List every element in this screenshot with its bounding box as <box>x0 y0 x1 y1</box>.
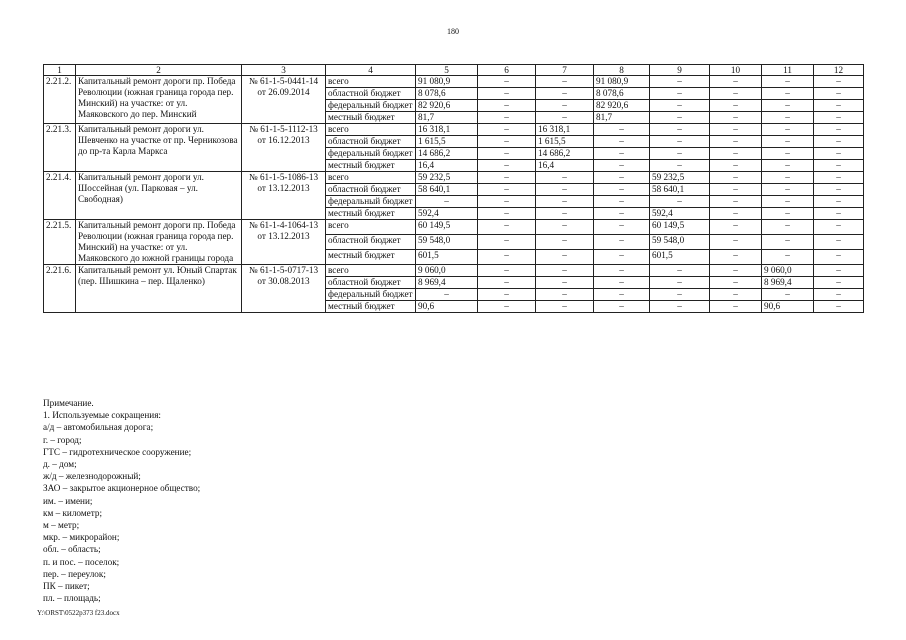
abbreviation-item: д. – дом; <box>43 459 77 470</box>
value-cell: – <box>710 196 762 208</box>
value-cell: – <box>478 301 536 313</box>
abbreviation-item: пл. – площадь; <box>43 593 101 604</box>
abbreviation-item: ж/д – железнодорожный; <box>43 471 141 482</box>
table-row <box>44 124 864 136</box>
header-cell-11: 11 <box>762 65 814 76</box>
value-cell: – <box>594 289 650 301</box>
value-cell: – <box>762 160 814 172</box>
header-cell-5: 5 <box>416 65 478 76</box>
value-cell: – <box>650 289 710 301</box>
value-cell: – <box>594 124 650 136</box>
entry-number: 2.21.6. <box>44 265 76 313</box>
value-cell: 59 548,0 <box>416 235 478 250</box>
value-cell: 8 078,6 <box>416 88 478 100</box>
value-cell: 601,5 <box>650 250 710 265</box>
value-cell: 8 969,4 <box>416 277 478 289</box>
value-cell: – <box>762 172 814 184</box>
notes-subtitle: 1. Используемые сокращения: <box>43 410 161 421</box>
value-cell: 9 060,0 <box>416 265 478 277</box>
value-cell: – <box>762 112 814 124</box>
value-cell: – <box>650 196 710 208</box>
value-cell: – <box>536 196 594 208</box>
value-cell: – <box>650 265 710 277</box>
header-cell-2: 2 <box>76 65 242 76</box>
table-row <box>44 265 864 277</box>
value-cell: – <box>762 235 814 250</box>
value-cell: 60 149,5 <box>416 220 478 235</box>
funding-source: всего <box>326 172 416 184</box>
funding-source: федеральный бюджет <box>326 289 416 301</box>
funding-source: всего <box>326 124 416 136</box>
value-cell: – <box>762 124 814 136</box>
value-cell: – <box>650 277 710 289</box>
funding-source: областной бюджет <box>326 184 416 196</box>
value-cell: – <box>814 160 864 172</box>
value-cell: 81,7 <box>416 112 478 124</box>
value-cell: – <box>650 76 710 88</box>
value-cell: 16,4 <box>536 160 594 172</box>
value-cell: – <box>478 76 536 88</box>
value-cell: 1 615,5 <box>536 136 594 148</box>
header-cell-3: 3 <box>242 65 326 76</box>
value-cell: 1 615,5 <box>416 136 478 148</box>
abbreviation-item: км – километр; <box>43 507 103 518</box>
value-cell: – <box>478 136 536 148</box>
funding-source: областной бюджет <box>326 277 416 289</box>
value-cell: – <box>536 184 594 196</box>
value-cell: – <box>536 265 594 277</box>
value-cell: – <box>650 160 710 172</box>
value-cell: 14 686,2 <box>536 148 594 160</box>
value-cell: – <box>814 235 864 250</box>
entry-number: 2.21.5. <box>44 220 76 265</box>
entry-document: № 61-1-5-0441-14 от 26.09.2014 <box>242 76 326 124</box>
value-cell: – <box>594 277 650 289</box>
value-cell: – <box>710 100 762 112</box>
table-row <box>44 220 864 235</box>
value-cell: – <box>478 208 536 220</box>
value-cell: – <box>594 172 650 184</box>
value-cell: – <box>650 112 710 124</box>
value-cell: – <box>594 301 650 313</box>
value-cell: – <box>594 136 650 148</box>
entry-document: № 61-1-5-1086-13 от 13.12.2013 <box>242 172 326 220</box>
funding-source: местный бюджет <box>326 250 416 265</box>
value-cell: – <box>478 112 536 124</box>
entry-description: Капитальный ремонт дороги ул. Шоссейная (ул. Парковая – ул. Свободная) <box>76 172 242 220</box>
funding-source: местный бюджет <box>326 208 416 220</box>
value-cell: – <box>478 196 536 208</box>
value-cell: 58 640,1 <box>416 184 478 196</box>
value-cell: 82 920,6 <box>416 100 478 112</box>
value-cell: – <box>478 124 536 136</box>
value-cell: 91 080,9 <box>594 76 650 88</box>
funding-source: федеральный бюджет <box>326 100 416 112</box>
value-cell: – <box>536 277 594 289</box>
value-cell: 82 920,6 <box>594 100 650 112</box>
value-cell: – <box>814 88 864 100</box>
value-cell: – <box>762 208 814 220</box>
value-cell: 16 318,1 <box>416 124 478 136</box>
value-cell: – <box>710 277 762 289</box>
value-cell: – <box>762 148 814 160</box>
value-cell: – <box>478 148 536 160</box>
abbreviations-list <box>43 421 200 604</box>
value-cell: – <box>650 100 710 112</box>
table-row <box>44 76 864 88</box>
value-cell: – <box>762 250 814 265</box>
value-cell: 91 080,9 <box>416 76 478 88</box>
value-cell: – <box>710 301 762 313</box>
value-cell: – <box>814 196 864 208</box>
value-cell: – <box>814 112 864 124</box>
value-cell: – <box>594 220 650 235</box>
budget-table <box>43 64 864 313</box>
value-cell: – <box>814 76 864 88</box>
funding-source: местный бюджет <box>326 112 416 124</box>
funding-source: местный бюджет <box>326 160 416 172</box>
value-cell: – <box>710 220 762 235</box>
value-cell: – <box>478 220 536 235</box>
entry-document: № 61-1-5-0717-13 от 30.08.2013 <box>242 265 326 313</box>
value-cell: 16 318,1 <box>536 124 594 136</box>
header-cell-7: 7 <box>536 65 594 76</box>
header-cell-8: 8 <box>594 65 650 76</box>
value-cell: – <box>594 208 650 220</box>
value-cell: – <box>814 220 864 235</box>
value-cell: – <box>814 124 864 136</box>
value-cell: 58 640,1 <box>650 184 710 196</box>
entry-description: Капитальный ремонт ул. Юный Спартак (пер. Шишкина – пер. Щаленко) <box>76 265 242 313</box>
value-cell: – <box>478 160 536 172</box>
abbreviation-item: ЗАО – закрытое акционерное общество; <box>43 483 201 494</box>
value-cell: – <box>710 112 762 124</box>
value-cell: – <box>710 124 762 136</box>
value-cell: – <box>478 265 536 277</box>
value-cell: – <box>536 76 594 88</box>
value-cell: – <box>416 289 478 301</box>
value-cell: – <box>536 208 594 220</box>
table-row <box>44 172 864 184</box>
value-cell: – <box>594 196 650 208</box>
header-cell-9: 9 <box>650 65 710 76</box>
value-cell: – <box>762 76 814 88</box>
notes-section <box>43 397 200 604</box>
funding-source: федеральный бюджет <box>326 196 416 208</box>
value-cell: – <box>762 88 814 100</box>
value-cell: 16,4 <box>416 160 478 172</box>
value-cell: – <box>762 184 814 196</box>
value-cell: – <box>710 208 762 220</box>
value-cell: – <box>814 148 864 160</box>
value-cell: – <box>650 124 710 136</box>
funding-source: всего <box>326 76 416 88</box>
value-cell: 14 686,2 <box>416 148 478 160</box>
table-body <box>44 65 864 313</box>
entry-description: Капитальный ремонт дороги ул. Шевченко на участке от пр. Черникозова до пр-та Карла Маркса <box>76 124 242 172</box>
value-cell: – <box>710 184 762 196</box>
value-cell: – <box>814 277 864 289</box>
value-cell: – <box>814 250 864 265</box>
value-cell: – <box>536 100 594 112</box>
abbreviation-item: обл. – область; <box>43 544 101 555</box>
value-cell: – <box>536 220 594 235</box>
value-cell: – <box>762 136 814 148</box>
funding-source: всего <box>326 265 416 277</box>
value-cell: – <box>710 148 762 160</box>
value-cell: – <box>536 112 594 124</box>
funding-source: местный бюджет <box>326 301 416 313</box>
funding-source: областной бюджет <box>326 136 416 148</box>
abbreviation-item: ГТС – гидротехническое сооружение; <box>43 446 192 457</box>
value-cell: – <box>650 136 710 148</box>
value-cell: – <box>594 235 650 250</box>
value-cell: 8 969,4 <box>762 277 814 289</box>
value-cell: – <box>710 265 762 277</box>
funding-source: федеральный бюджет <box>326 148 416 160</box>
value-cell: – <box>594 148 650 160</box>
value-cell: – <box>650 148 710 160</box>
value-cell: 59 232,5 <box>650 172 710 184</box>
value-cell: – <box>762 196 814 208</box>
value-cell: – <box>814 184 864 196</box>
value-cell: – <box>594 250 650 265</box>
value-cell: 9 060,0 <box>762 265 814 277</box>
value-cell: 60 149,5 <box>650 220 710 235</box>
value-cell: – <box>478 100 536 112</box>
value-cell: 59 232,5 <box>416 172 478 184</box>
abbreviation-item: г. – город; <box>43 434 82 445</box>
value-cell: – <box>478 88 536 100</box>
value-cell: – <box>536 88 594 100</box>
header-cell-12: 12 <box>814 65 864 76</box>
entry-number: 2.21.3. <box>44 124 76 172</box>
value-cell: – <box>650 88 710 100</box>
value-cell: 90,6 <box>416 301 478 313</box>
entry-number: 2.21.2. <box>44 76 76 124</box>
value-cell: – <box>814 301 864 313</box>
header-cell-6: 6 <box>478 65 536 76</box>
value-cell: 81,7 <box>594 112 650 124</box>
value-cell: – <box>710 235 762 250</box>
value-cell: – <box>536 289 594 301</box>
header-cell-1: 1 <box>44 65 76 76</box>
funding-source: областной бюджет <box>326 235 416 250</box>
abbreviation-item: м – метр; <box>43 520 80 531</box>
value-cell: – <box>814 100 864 112</box>
header-cell-10: 10 <box>710 65 762 76</box>
abbreviation-item: им. – имени; <box>43 495 93 506</box>
table-header-row <box>44 65 864 76</box>
abbreviation-item: ПК – пикет; <box>43 581 90 592</box>
value-cell: 59 548,0 <box>650 235 710 250</box>
value-cell: – <box>594 160 650 172</box>
value-cell: – <box>710 160 762 172</box>
value-cell: – <box>710 172 762 184</box>
value-cell: – <box>710 76 762 88</box>
entry-number: 2.21.4. <box>44 172 76 220</box>
value-cell: 601,5 <box>416 250 478 265</box>
abbreviation-item: а/д – автомобильная дорога; <box>43 422 154 433</box>
notes-title: Примечание. <box>43 398 94 408</box>
value-cell: – <box>710 88 762 100</box>
value-cell: – <box>536 301 594 313</box>
value-cell: – <box>762 100 814 112</box>
value-cell: – <box>478 250 536 265</box>
header-cell-4: 4 <box>326 65 416 76</box>
value-cell: – <box>416 196 478 208</box>
value-cell: – <box>536 172 594 184</box>
abbreviation-item: пер. – переулок; <box>43 568 106 579</box>
value-cell: – <box>710 289 762 301</box>
entry-description: Капитальный ремонт дороги пр. Победа Революции (южная граница города пер. Минский) на участке: от ул. Маяковского до южной границы города <box>76 220 242 265</box>
value-cell: – <box>814 289 864 301</box>
value-cell: – <box>594 184 650 196</box>
page-number: 180 <box>447 27 459 36</box>
value-cell: – <box>814 136 864 148</box>
value-cell: – <box>814 208 864 220</box>
entry-document: № 61-1-5-1112-13 от 16.12.2013 <box>242 124 326 172</box>
value-cell: – <box>478 184 536 196</box>
funding-source: всего <box>326 220 416 235</box>
entry-description: Капитальный ремонт дороги пр. Победа Революции (южная граница города пер. Минский) на участке: от ул. Маяковского до пер. Минский <box>76 76 242 124</box>
value-cell: – <box>814 172 864 184</box>
value-cell: – <box>536 235 594 250</box>
funding-source: областной бюджет <box>326 88 416 100</box>
entry-document: № 61-1-4-1064-13 от 13.12.2013 <box>242 220 326 265</box>
value-cell: 592,4 <box>416 208 478 220</box>
value-cell: – <box>710 136 762 148</box>
value-cell: 90,6 <box>762 301 814 313</box>
abbreviation-item: мкр. – микрорайон; <box>43 532 120 543</box>
value-cell: – <box>478 172 536 184</box>
abbreviation-item: п. и пос. – поселок; <box>43 556 120 567</box>
value-cell: – <box>762 289 814 301</box>
value-cell: 8 078,6 <box>594 88 650 100</box>
value-cell: – <box>478 289 536 301</box>
value-cell: – <box>762 220 814 235</box>
value-cell: – <box>594 265 650 277</box>
value-cell: – <box>814 265 864 277</box>
value-cell: – <box>536 250 594 265</box>
value-cell: – <box>478 235 536 250</box>
value-cell: 592,4 <box>650 208 710 220</box>
value-cell: – <box>478 277 536 289</box>
value-cell: – <box>650 301 710 313</box>
value-cell: – <box>710 250 762 265</box>
footer-file-path: Y:\ORST\0522p373 f23.docx <box>37 609 120 617</box>
